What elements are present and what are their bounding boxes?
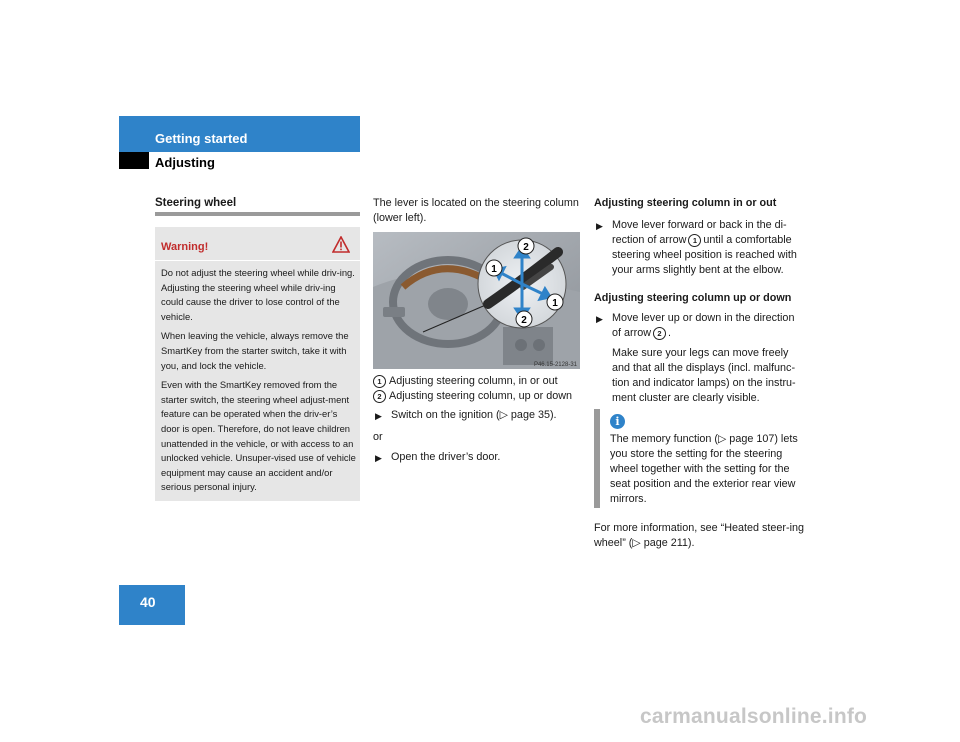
info-text: The memory function (▷ page 107) lets you store the setting for the steering wheel together with the setting for the seat position and the exterior rear view mirrors. <box>610 433 798 505</box>
legend-number: 1 <box>373 375 386 388</box>
lever-intro: The lever is located on the steering column (lower left). <box>373 197 579 224</box>
up-down-heading: Adjusting steering column up or down <box>594 292 792 304</box>
heading-rule <box>155 212 360 216</box>
bullet-arrow-icon: ▶ <box>375 411 382 421</box>
callout-1-left: 1 <box>491 264 497 275</box>
bullet-arrow-icon: ▶ <box>375 453 382 463</box>
arrow-number: 2 <box>653 327 666 340</box>
more-info-text: For more information, see “Heated steer-ing wheel” (▷ page 211). <box>594 522 805 549</box>
watermark: carmanualsonline.info <box>640 705 868 728</box>
warning-paragraph: When leaving the vehicle, always remove the SmartKey from the starter switch, take it with you, and lock the vehicle. <box>161 330 349 371</box>
page-number: 40 <box>140 594 156 610</box>
in-out-heading: Adjusting steering column in or out <box>594 197 777 209</box>
steering-column-photo <box>373 232 580 369</box>
up-down-note: Make sure your legs can move freely and that all the displays (incl. malfunc-tion and indicator lamps) on the instru-ment cluster are clearly visible. <box>612 347 796 404</box>
callout-1-right: 1 <box>552 298 558 309</box>
header-marker <box>119 152 149 169</box>
callout-2-bottom: 2 <box>521 315 527 326</box>
subsection-title: Adjusting <box>155 155 215 170</box>
info-icon: i <box>610 414 625 429</box>
legend-number: 2 <box>373 390 386 403</box>
section-title: Getting started <box>155 131 248 146</box>
steering-wheel-heading: Steering wheel <box>155 197 237 209</box>
step-ignition: Switch on the ignition (▷ page 35). <box>391 409 557 421</box>
warning-heading: Warning! <box>161 241 209 253</box>
warning-paragraph: Even with the SmartKey removed from the starter switch, the steering wheel adjust-ment feature can be operated when the driv-er’s door is open. Therefore, do not leave children unattended in the vehicle, or with access to an unlocked vehicle. Unsuper-vised use of vehicle equipment may cause an accident and/or serious personal injury. <box>161 379 356 493</box>
info-bar <box>594 409 600 508</box>
photo-code: P46.15-2128-31 <box>533 362 577 368</box>
bullet-arrow-icon: ▶ <box>596 221 603 231</box>
legend-text: Adjusting steering column, up or down <box>389 390 573 402</box>
up-down-step: Move lever up or down in the direction of arrow 2 . <box>612 312 795 339</box>
warning-divider <box>155 260 360 261</box>
legend-text: Adjusting steering column, in or out <box>389 375 558 387</box>
in-out-step: Move lever forward or back in the di-rection of arrow 1 until a comfortable steering wheel position is reached with your arms slightly bent at the elbow. <box>612 219 797 276</box>
callout-2-top: 2 <box>523 242 529 253</box>
step-door: Open the driver’s door. <box>391 451 501 463</box>
or-text: or <box>373 431 383 443</box>
legend-item <box>373 374 583 389</box>
warning-paragraph: Do not adjust the steering wheel while driv-ing. Adjusting the steering wheel while driv-ing could cause the driver to lose control of the vehicle. <box>161 267 355 322</box>
bullet-arrow-icon: ▶ <box>596 314 603 324</box>
warning-body <box>161 266 357 500</box>
legend-item <box>373 389 583 404</box>
warning-triangle-icon <box>332 236 350 253</box>
arrow-number: 1 <box>688 234 701 247</box>
